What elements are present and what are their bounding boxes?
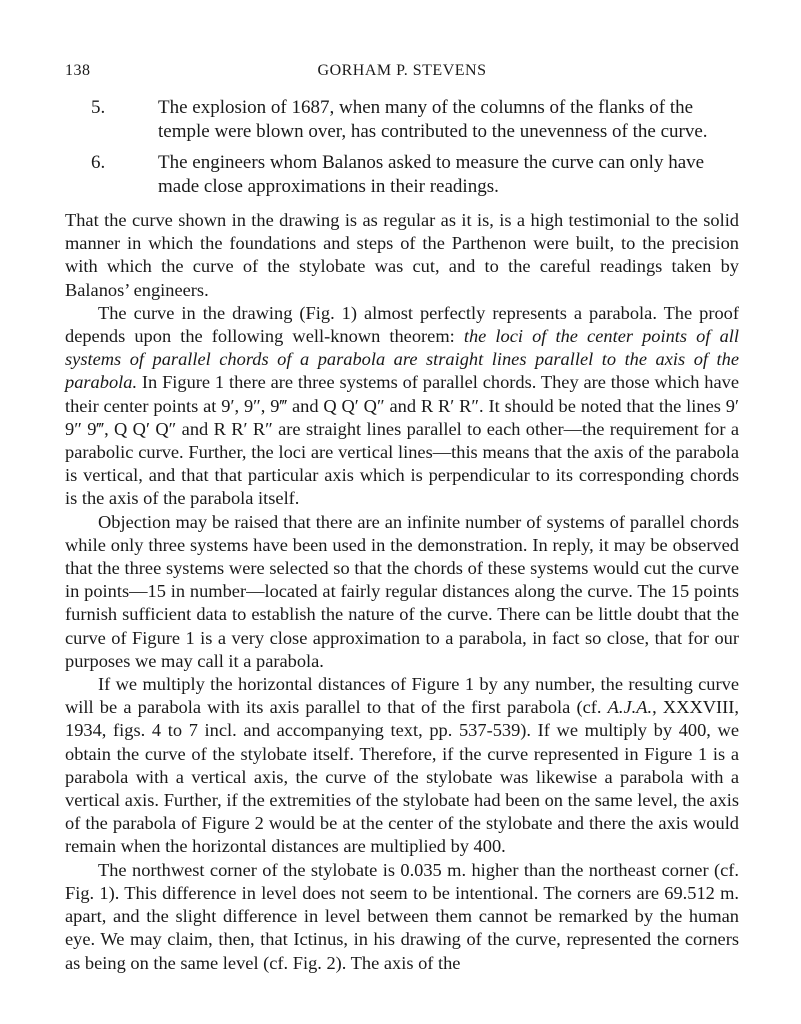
page-header [65,62,739,86]
list-item-text: The explosion of 1687, when many of the columns of the flanks of the temple were blown over, has contributed to the unevenness of the curve. [158,97,708,142]
paragraph-5-text: The northwest corner of the stylobate is 0.035 m. higher than the northeast corner (cf. Fig. 1). This difference in level does not seem to be intentional. The corners are 69.512 m. apart, and the slight difference in level between them cannot be remarked by the human eye. We may claim, then, that Ictinus, in his drawing of the curve, represented the corners as being on the same level (cf. Fig. 2). The axis of the [65,859,739,973]
list-item-text: The engineers whom Balanos asked to measure the curve can only have made close approximations in their readings. [158,152,705,197]
paragraph-2 [65,302,739,511]
paragraph-4-text-b: , XXXVIII, 1934, figs. 4 to 7 incl. and accompanying text, pp. 537-539). If we multiply by 400, we obtain the curve of the stylobate itself. Therefore, if the curve represented in Figure 1 is a parabola with a vertical axis, the curve of the stylobate was likewise a parabola with a vertical axis. Further, if the extremities of the stylobate had been on the same level, the axis of the parabola of Figure 2 would be at the center of the stylobate and there the axis would remain when the horizontal distances are multiplied by 400. [65,697,739,857]
page-number: 138 [65,62,91,79]
paragraph-3-text: Objection may be raised that there are an infinite number of systems of parallel chords while only three systems have been used in the demonstration. In reply, it may be observed that the three systems were selected so that the chords of these systems would cut the curve in points—15 in number—located at fairly regular distances along the curve. The 15 points furnish sufficient data to establish the nature of the curve. There can be little doubt that the curve of Figure 1 is a very close approximation to a parabola, in fact so close, that for our purposes we may call it a parabola. [65,511,739,671]
list-item-number: 6. [91,152,106,173]
numbered-list [65,96,739,206]
paragraph-2-text-a: The curve in the drawing (Fig. 1) almost perfectly represents a parabola. The proof depends upon the following well-known theorem: [65,302,739,347]
running-title: GORHAM P. STEVENS [317,62,487,79]
paragraph-2-text-b: In Figure 1 there are three systems of parallel chords. They are those which have their center points at 9′, 9″, 9‴ and Q Q′ Q″ and R R′ R″. It should be noted that the lines 9′ 9″ 9‴, Q Q′ Q″ and R R′ R″ are straight lines parallel to each other—the requirement for a parabolic curve. Further, the loci are vertical lines—this means that the axis of the parabola is vertical, and that that particular axis which is perpendicular to its corresponding chords is the axis of the parabola itself. [65,372,739,509]
paragraph-5 [65,859,739,975]
paragraph-4-text-a: If we multiply the horizontal distances of Figure 1 by any number, the resulting curve will be a parabola with its axis parallel to that of the first parabola (cf. [65,674,739,718]
paragraph-1-text: That the curve shown in the drawing is as regular as it is, is a high testimonial to the solid manner in which the foundations and steps of the Parthenon were built, to the precision with which the curve of the stylobate was cut, and to the careful readings taken by Balanos’ engineers. [65,210,739,300]
body-text [65,209,739,975]
paragraph-3 [65,511,739,673]
list-item-number: 5. [91,97,106,118]
list-item [65,151,739,199]
paragraph-1 [65,209,739,302]
journal-citation: A.J.A. [607,697,653,718]
list-item [65,96,739,144]
theorem-statement: the loci of the center points of all systems of parallel chords of a parabola are straight lines parallel to the axis of the parabola. [65,326,739,393]
paragraph-4 [65,673,739,859]
